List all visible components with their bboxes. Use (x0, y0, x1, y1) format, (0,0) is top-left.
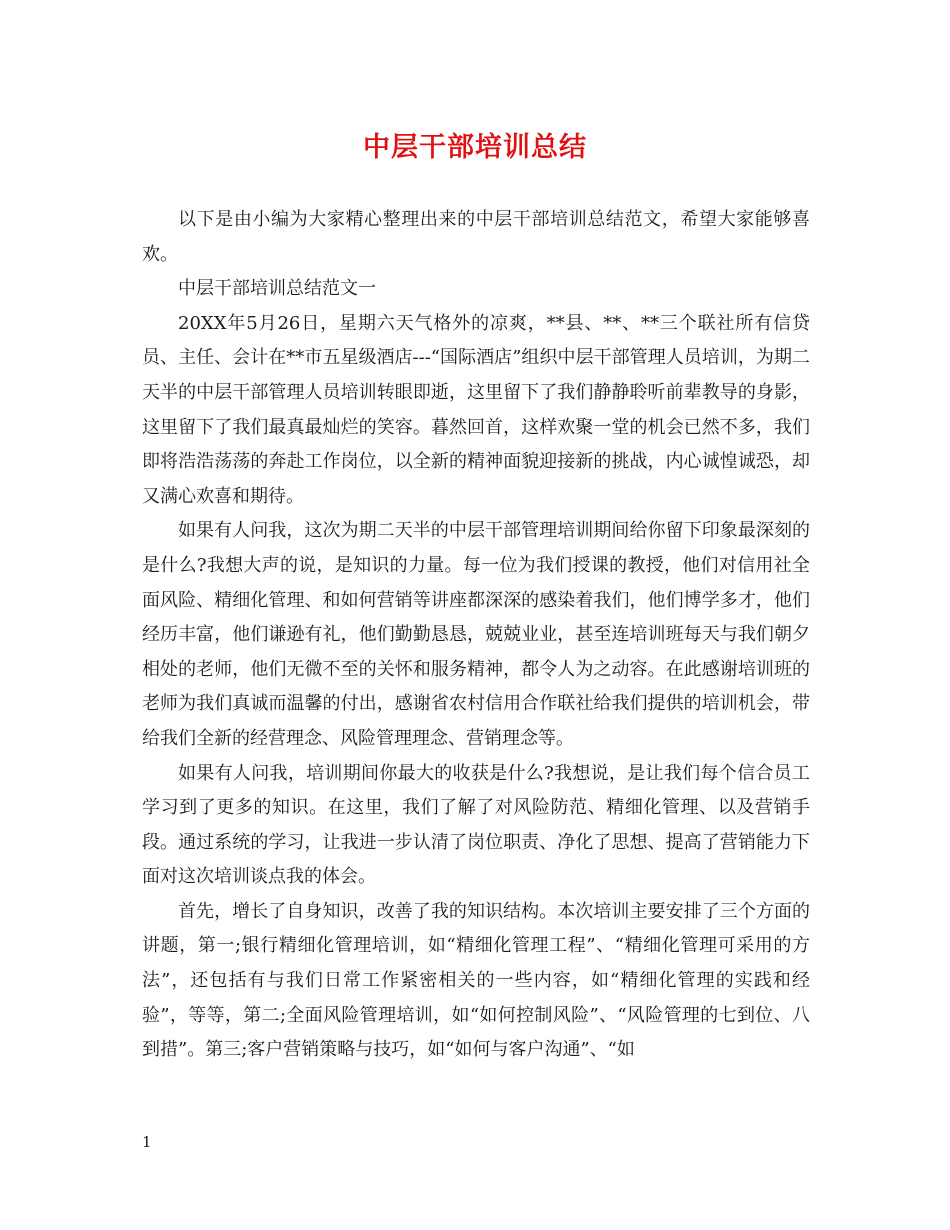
document-title: 中层干部培训总结 (363, 132, 587, 163)
paragraph-4: 首先，增长了自身知识，改善了我的知识结构。本次培训主要安排了三个方面的讲题，第一;银行精细化管理培训，如“精细化管理工程”、“精细化管理可采用的方法”，还包括有与我们日常工作紧密相关的一些内容，如“精细化管理的实践和经验”，等等，第二;全面风险管理培训，如“如何控制风险”、“风险管理的七到位、八到措”。第三;客户营销策略与技巧，如“如何与客户沟通”、“如 (142, 900, 810, 1061)
paragraph-intro: 以下是由小编为大家精心整理出来的中层干部培训总结范文，希望大家能够喜欢。 (142, 209, 810, 265)
paragraph-3: 如果有人问我，培训期间你最大的收获是什么?我想说，是让我们每个信合员工学习到了更多的知识。在这里，我们了解了对风险防范、精细化管理、以及营销手段。通过系统的学习，让我进一步认清了岗位职责、净化了思想、提高了营销能力下面对这次培训谈点我的体会。 (142, 762, 810, 888)
paragraph-subheading: 中层干部培训总结范文一 (178, 278, 376, 300)
paragraph-1: 20XX年5月26日，星期六天气格外的凉爽，**县、**、**三个联社所有信贷员、主任、会计在**市五星级酒店---“国际酒店”组织中层干部管理人员培训，为期二天半的中层干部管理人员培训转眼即逝，这里留下了我们静静聆听前辈教导的身影，这里留下了我们最真最灿烂的笑容。暮然回首，这样欢聚一堂的机会已然不多，我们即将浩浩荡荡的奔赴工作岗位，以全新的精神面貌迎接新的挑战，内心诚惶诚恐，却又满心欢喜和期待。 (142, 312, 810, 507)
paragraph-2: 如果有人问我，这次为期二天半的中层干部管理培训期间给你留下印象最深刻的是什么?我想大声的说，是知识的力量。每一位为我们授课的教授，他们对信用社全面风险、精细化管理、和如何营销等讲座都深深的感染着我们，他们博学多才，他们经历丰富，他们谦逊有礼，他们勤勤恳恳，兢兢业业，甚至连培训班每天与我们朝夕相处的老师，他们无微不至的关怀和服务精神，都令人为之动容。在此感谢培训班的老师为我们真诚而温馨的付出，感谢省农村信用合作联社给我们提供的培训机会，带给我们全新的经营理念、风险管理理念、营销理念等。 (142, 520, 810, 749)
page-number: 1 (142, 1133, 152, 1151)
document-body (142, 203, 810, 1068)
